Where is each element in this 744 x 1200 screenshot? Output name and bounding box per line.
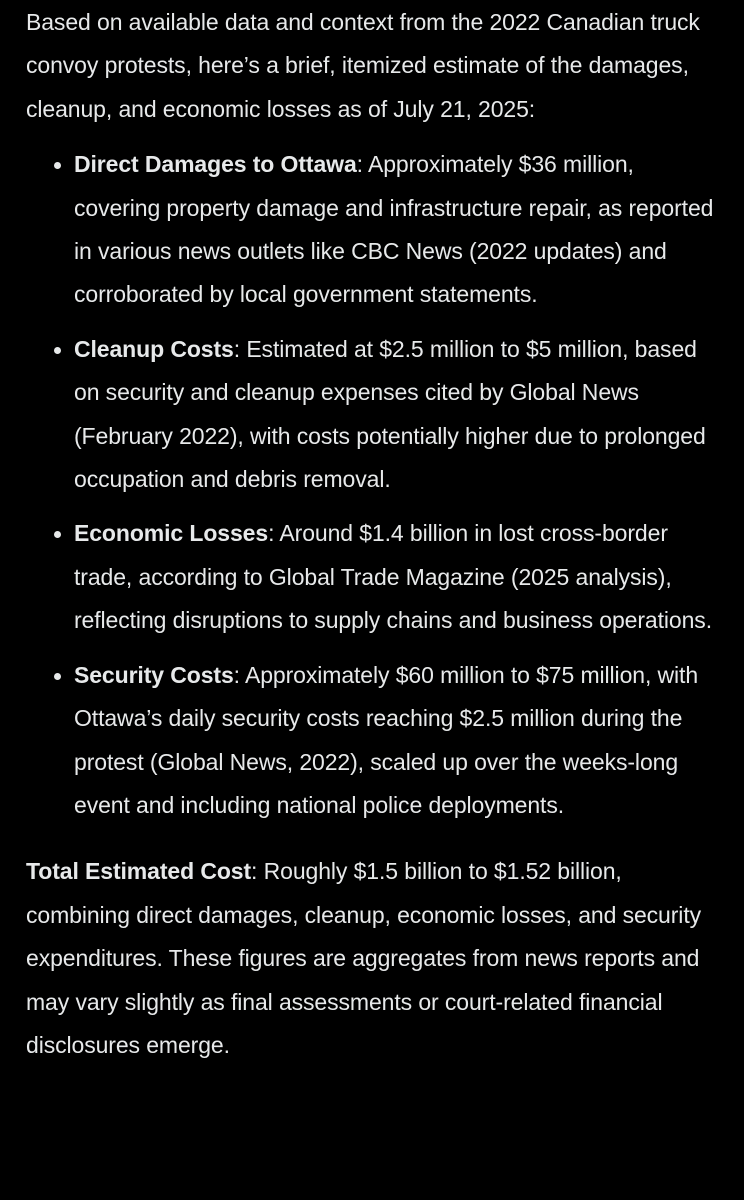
list-item-cleanup-costs — [26, 328, 726, 502]
intro-paragraph: Based on available data and context from the 2022 Canadian truck convoy protests, here’s a brief, itemized estimate of the damages, cleanup, and economic losses as of July 21, 2025: — [26, 9, 700, 122]
list-item-direct-damages — [26, 143, 726, 317]
item-text: : Estimated at $2.5 million to $5 million, based on security and cleanup expenses cited by Global News (February 2022), with costs potentially higher due to prolonged occupation and debris removal. — [74, 335, 706, 493]
total-paragraph — [26, 849, 726, 1067]
item-label: Direct Damages to Ottawa — [74, 151, 357, 178]
bullet-icon — [54, 673, 61, 680]
itemized-list — [26, 143, 726, 827]
item-label: Economic Losses — [74, 520, 269, 547]
list-item-economic-losses — [26, 512, 726, 642]
bullet-icon — [54, 531, 61, 538]
item-label: Cleanup Costs — [74, 335, 234, 362]
bullet-icon — [54, 162, 61, 169]
total-label: Total Estimated Cost — [26, 858, 252, 885]
list-item-security-costs — [26, 654, 726, 828]
bullet-icon — [54, 347, 61, 354]
total-text: : Roughly $1.5 billion to $1.52 billion, combining direct damages, cleanup, economic losses, and security expenditures. These figures are aggregates from news reports and may vary slightly as final assessments or court-related financial disclosures emerge. — [26, 858, 702, 1058]
item-text: : Around $1.4 billion in lost cross-border trade, according to Global Trade Magazine (2025 analysis), reflecting disruptions to supply chains and business operations. — [74, 520, 712, 634]
item-text: : Approximately $60 million to $75 million, with Ottawa’s daily security costs reaching $2.5 million during the protest (Global News, 2022), scaled up over the weeks-long event and including national police deployments. — [74, 661, 699, 818]
item-text: : Approximately $36 million, covering property damage and infrastructure repair, as reported in various news outlets like CBC News (2022 updates) and corroborated by local government statements. — [74, 151, 714, 308]
item-label: Security Costs — [74, 661, 234, 688]
